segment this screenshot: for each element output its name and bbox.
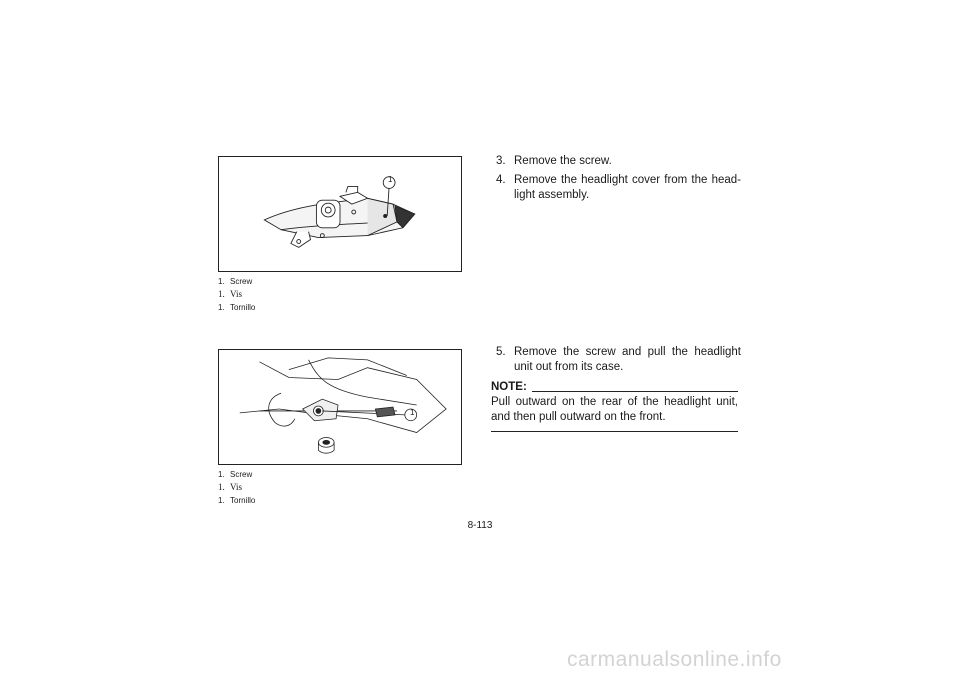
figure-caption bbox=[218, 468, 255, 507]
headlight-unit-illustration bbox=[218, 349, 462, 465]
note-rule bbox=[532, 391, 738, 392]
caption-spanish: Tornillo bbox=[230, 496, 256, 505]
caption-number: 1. bbox=[218, 470, 225, 479]
procedure-steps bbox=[496, 154, 741, 207]
step-item bbox=[496, 345, 741, 375]
step-text: Remove the headlight cover from the head-light assembly. bbox=[514, 174, 741, 201]
note-label: NOTE: bbox=[491, 381, 527, 393]
step-number: 4. bbox=[496, 174, 506, 186]
procedure-steps bbox=[496, 345, 741, 379]
step-item bbox=[496, 154, 741, 169]
step-text: Remove the screw. bbox=[514, 155, 612, 167]
caption-english: Screw bbox=[230, 277, 253, 286]
step-number: 3. bbox=[496, 155, 506, 167]
callout-number: 1 bbox=[410, 408, 415, 417]
step-number: 5. bbox=[496, 346, 506, 358]
caption-number: 1. bbox=[218, 289, 225, 299]
caption-number: 1. bbox=[218, 482, 225, 492]
headlight-assembly-illustration bbox=[218, 156, 462, 272]
headlight-unit-drawing bbox=[219, 350, 461, 464]
caption-english: Screw bbox=[230, 470, 253, 479]
caption-number: 1. bbox=[218, 277, 225, 286]
headlight-assembly-drawing bbox=[219, 157, 461, 271]
caption-french: Vis bbox=[230, 289, 242, 299]
step-text: Remove the screw and pull the headlight unit out from its case. bbox=[514, 346, 741, 373]
caption-number: 1. bbox=[218, 303, 225, 312]
figure-caption bbox=[218, 275, 255, 314]
step-item bbox=[496, 173, 741, 203]
note-end-rule bbox=[491, 431, 738, 432]
note-box bbox=[491, 380, 738, 432]
page-number: 8-113 bbox=[467, 520, 493, 531]
watermark: carmanualsonline.info bbox=[567, 648, 782, 671]
caption-french: Vis bbox=[230, 482, 242, 492]
callout-number: 1 bbox=[388, 175, 393, 184]
caption-number: 1. bbox=[218, 496, 225, 505]
note-text: Pull outward on the rear of the headlight unit, and then pull outward on the front. bbox=[491, 396, 738, 423]
caption-spanish: Tornillo bbox=[230, 303, 256, 312]
